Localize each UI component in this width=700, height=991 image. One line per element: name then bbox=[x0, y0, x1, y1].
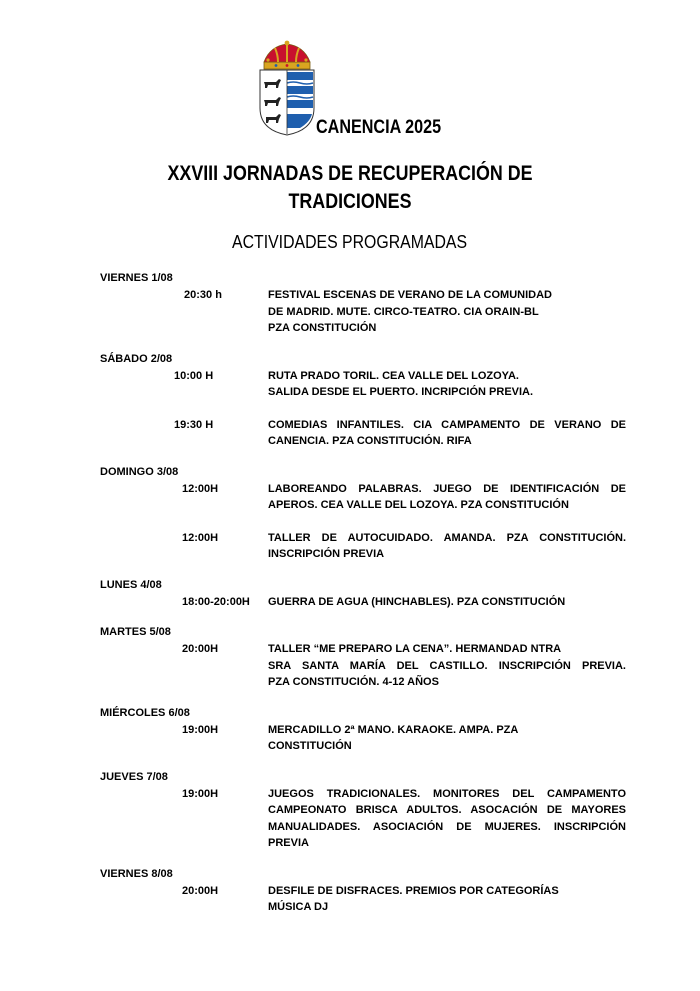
event-description bbox=[268, 883, 626, 916]
event-row bbox=[100, 417, 626, 450]
day-block bbox=[100, 624, 626, 691]
event-description-line: DESFILE DE DISFRACES. PREMIOS POR CATEGORÍAS bbox=[268, 884, 559, 897]
event-description-line: MÚSICA DJ bbox=[268, 901, 329, 913]
event-row bbox=[100, 722, 626, 755]
event-description-line: INSCRIPCIÓN PREVIA bbox=[268, 548, 385, 560]
day-block bbox=[100, 351, 626, 450]
coat-of-arms-icon bbox=[256, 40, 318, 136]
activity-schedule bbox=[100, 270, 626, 930]
event-description-line: CONSTITUCIÓN bbox=[268, 740, 352, 752]
event-subtitle bbox=[0, 160, 700, 216]
event-time bbox=[100, 883, 268, 916]
event-time bbox=[100, 417, 268, 450]
event-description bbox=[268, 368, 626, 401]
event-description bbox=[268, 417, 626, 450]
event-time bbox=[100, 368, 268, 401]
event-description-line: TALLER “ME PREPARO LA CENA”. HERMANDAD NTRA bbox=[268, 643, 562, 655]
event-time bbox=[100, 594, 268, 611]
event-time bbox=[100, 641, 268, 691]
event-time-text: 19:00H bbox=[182, 723, 219, 736]
subtitle-line-1: XXVIII JORNADAS DE RECUPERACIÓN DE bbox=[167, 162, 533, 185]
event-description-line: MERCADILLO 2ª MANO. KARAOKE. AMPA. PZA bbox=[268, 723, 519, 736]
event-description-line: TALLER DE AUTOCUIDADO. AMANDA. PZA CONSTITUCIÓN. bbox=[268, 531, 626, 544]
event-time-text: 20:30 h bbox=[184, 289, 222, 301]
event-description bbox=[268, 481, 626, 514]
event-time-text: 18:00-20:00H bbox=[182, 595, 250, 608]
event-description-line: MANUALIDADES. ASOCIACIÓN DE MUJERES. INSCRIPCIÓN bbox=[268, 820, 626, 833]
event-description-line: GUERRA DE AGUA (HINCHABLES). PZA CONSTITUCIÓN bbox=[268, 595, 566, 608]
crown-icon bbox=[264, 41, 310, 69]
event-description bbox=[268, 287, 626, 337]
event-time bbox=[100, 481, 268, 514]
day-label: VIERNES 1/08 bbox=[100, 272, 173, 284]
event-time-text: 19:00H bbox=[182, 787, 219, 800]
day-label: DOMINGO 3/08 bbox=[100, 465, 179, 478]
day-label: MIÉRCOLES 6/08 bbox=[100, 706, 190, 719]
event-time-text: 10:00 H bbox=[174, 369, 214, 382]
event-description-line: SALIDA DESDE EL PUERTO. INCRIPCIÓN PREVIA. bbox=[268, 386, 534, 398]
event-row bbox=[100, 481, 626, 514]
day-block bbox=[100, 577, 626, 611]
event-description-line: CAMPEONATO BRISCA ADULTOS. ASOCACIÓN DE MAYORES bbox=[268, 804, 626, 816]
event-time-text: 19:30 H bbox=[174, 418, 214, 431]
event-description bbox=[268, 722, 626, 755]
event-description bbox=[268, 786, 626, 852]
event-description-line: LABOREANDO PALABRAS. JUEGO DE IDENTIFICACIÓN DE bbox=[268, 482, 626, 495]
event-description-line: PZA CONSTITUCIÓN bbox=[268, 322, 377, 334]
day-block bbox=[100, 769, 626, 852]
day-label: LUNES 4/08 bbox=[100, 578, 162, 591]
event-time-text: 20:00H bbox=[182, 884, 219, 897]
event-row bbox=[100, 641, 626, 691]
event-row bbox=[100, 368, 626, 401]
event-description bbox=[268, 530, 626, 563]
day-block bbox=[100, 705, 626, 755]
event-row bbox=[100, 883, 626, 916]
day-block bbox=[100, 866, 626, 916]
event-description bbox=[268, 641, 626, 691]
event-time bbox=[100, 530, 268, 563]
event-description-line: FESTIVAL ESCENAS DE VERANO DE LA COMUNIDAD bbox=[268, 289, 552, 301]
event-description-line: CANENCIA. PZA CONSTITUCIÓN. RIFA bbox=[268, 435, 472, 447]
day-block bbox=[100, 464, 626, 563]
event-row bbox=[100, 594, 626, 611]
event-row bbox=[100, 287, 626, 337]
event-row bbox=[100, 786, 626, 852]
event-time-text: 12:00H bbox=[182, 531, 219, 544]
day-label: SÁBADO 2/08 bbox=[100, 352, 173, 365]
event-description-line: PREVIA bbox=[268, 837, 309, 849]
day-label: JUEVES 7/08 bbox=[100, 770, 168, 783]
event-time bbox=[100, 287, 268, 337]
event-description bbox=[268, 594, 626, 611]
day-label: MARTES 5/08 bbox=[100, 626, 171, 638]
event-time bbox=[100, 786, 268, 852]
town-year-title: CANENCIA 2025 bbox=[316, 117, 442, 138]
event-time-text: 20:00H bbox=[182, 643, 219, 655]
event-description-line: PZA CONSTITUCIÓN. 4-12 AÑOS bbox=[268, 676, 439, 688]
event-description-line: COMEDIAS INFANTILES. CIA CAMPAMENTO DE VERANO DE bbox=[268, 418, 626, 431]
event-time-text: 12:00H bbox=[182, 482, 219, 495]
event-description-line: JUEGOS TRADICIONALES. MONITORES DEL CAMPAMENTO bbox=[268, 787, 626, 800]
event-time bbox=[100, 722, 268, 755]
event-description-line: SRA SANTA MARÍA DEL CASTILLO. INSCRIPCIÓN PREVIA. bbox=[268, 659, 626, 672]
event-description-line: APEROS. CEA VALLE DEL LOZOYA. PZA CONSTITUCIÓN bbox=[268, 499, 569, 511]
event-description-line: DE MADRID. MUTE. CIRCO-TEATRO. CIA ORAIN-BL bbox=[268, 305, 539, 318]
section-title: ACTIVIDADES PROGRAMADAS bbox=[232, 232, 468, 252]
day-label: VIERNES 8/08 bbox=[100, 867, 173, 880]
event-row bbox=[100, 530, 626, 563]
subtitle-line-2: TRADICIONES bbox=[288, 190, 412, 213]
event-description-line: RUTA PRADO TORIL. CEA VALLE DEL LOZOYA. bbox=[268, 369, 519, 382]
day-block bbox=[100, 270, 626, 337]
